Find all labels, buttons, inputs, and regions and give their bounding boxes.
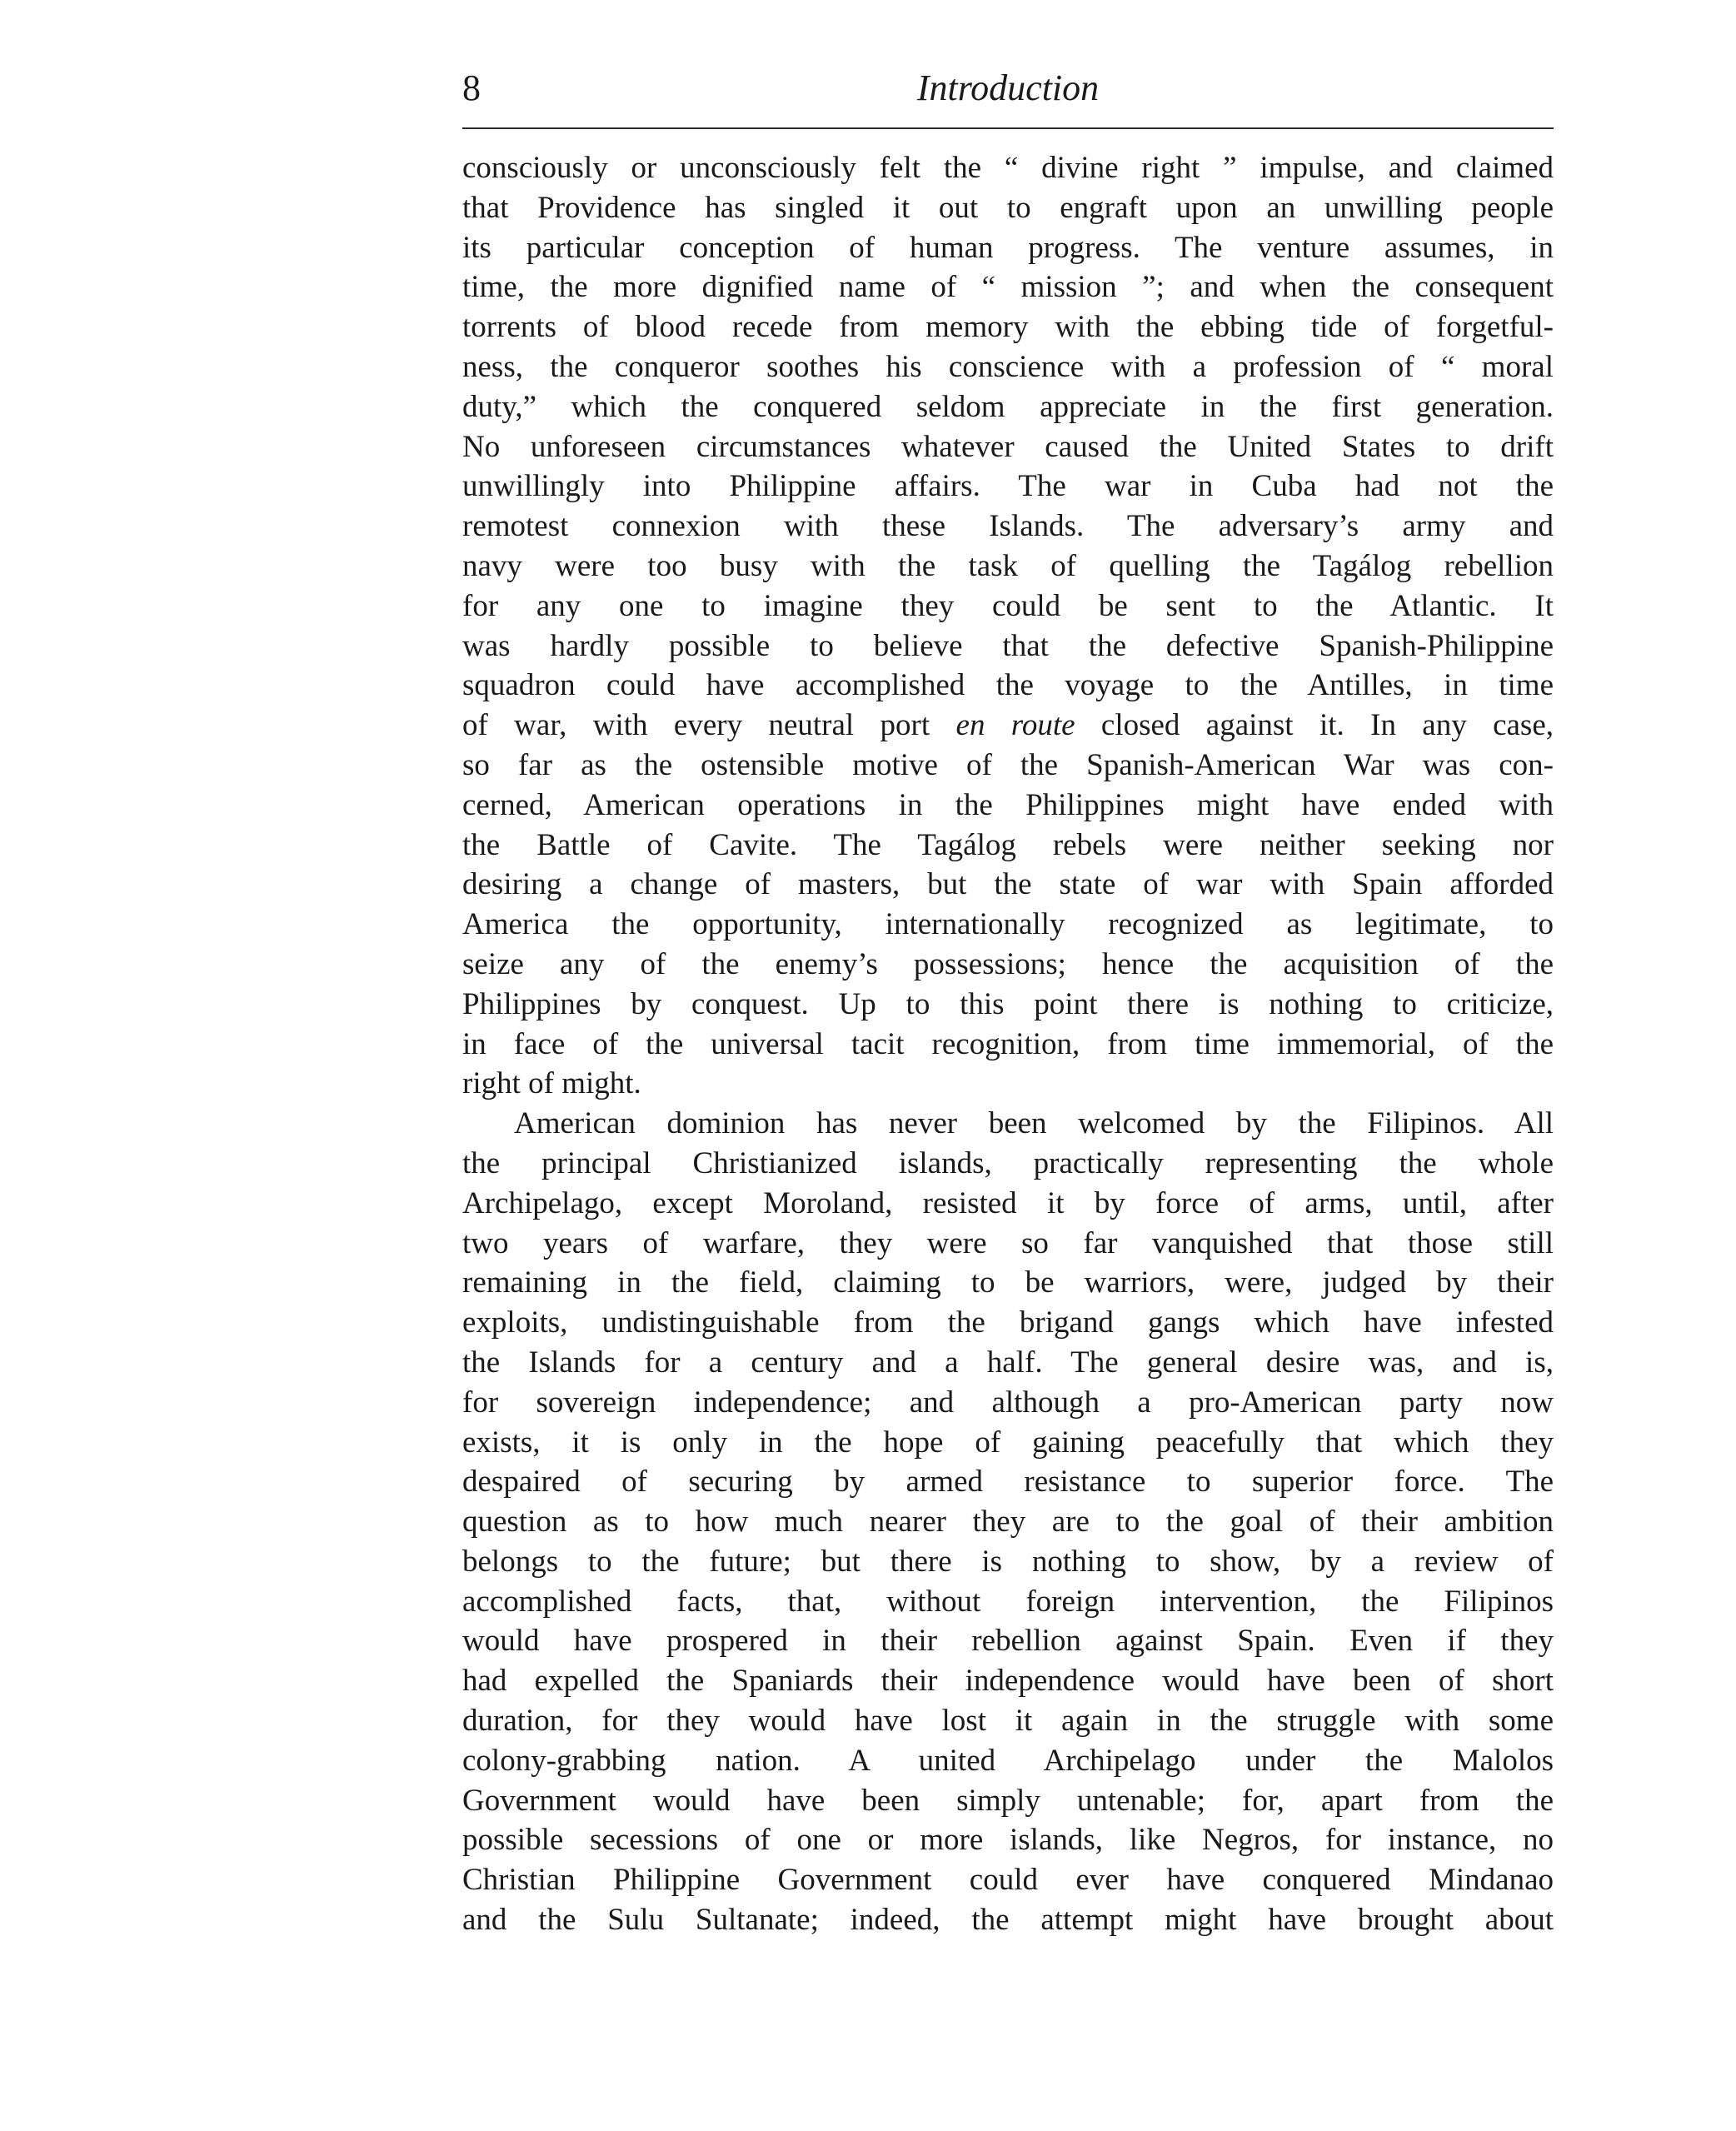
text-line: possible secessions of one or more islands, like Negros, for instance, no — [462, 1823, 1554, 1858]
text-line: remotest connexion with these Islands. The adversary’s army and — [462, 509, 1554, 544]
text-line: navy were too busy with the task of quelling the Tagálog rebellion — [462, 548, 1554, 583]
text-line: torrents of blood recede from memory with the ebbing tide of forgetful- — [462, 310, 1554, 345]
text-line: in face of the universal tacit recognition, from time immemorial, of the — [462, 1026, 1554, 1061]
text-line: unwillingly into Philippine affairs. The war in Cuba had not the — [462, 469, 1554, 504]
text-line: despaired of securing by armed resistance to superior force. The — [462, 1465, 1554, 1500]
text-line: duty,” which the conquered seldom appreciate in the first generation. — [462, 389, 1554, 424]
text-line: the principal Christianized islands, practically representing the whole — [462, 1145, 1554, 1180]
text-line: Government would have been simply untenable; for, apart from the — [462, 1783, 1554, 1818]
text-line: time, the more dignified name of “ mission ”; and when the consequent — [462, 270, 1554, 305]
text-line: question as to how much nearer they are to the goal of their ambition — [462, 1505, 1554, 1540]
text-segment: closed against it. In any case, — [1075, 708, 1554, 743]
text-line: two years of warfare, they were so far vanquished that those still — [462, 1225, 1554, 1260]
text-line: remaining in the field, claiming to be warriors, were, judged by their — [462, 1265, 1554, 1300]
text-line: so far as the ostensible motive of the Spanish-American War was con- — [462, 747, 1554, 782]
text-line: accomplished facts, that, without foreign intervention, the Filipinos — [462, 1584, 1554, 1619]
text-line: seize any of the enemy’s possessions; hence the acquisition of the — [462, 946, 1554, 981]
page-header — [462, 65, 1554, 123]
text-line: had expelled the Spaniards their independence would have been of short — [462, 1664, 1554, 1699]
text-line: America the opportunity, internationally recognized as legitimate, to — [462, 907, 1554, 942]
text-line: consciously or unconsciously felt the “ divine right ” impulse, and claimed — [462, 151, 1554, 185]
text-line: No unforeseen circumstances whatever caused the United States to drift — [462, 429, 1554, 464]
header-rule — [462, 127, 1554, 129]
text-line: squadron could have accomplished the voyage to the Antilles, in time — [462, 668, 1554, 703]
text-line-with-italic — [462, 706, 1554, 746]
running-title: Introduction — [916, 67, 1100, 108]
paragraph-start-line: American dominion has never been welcomed by the Filipinos. All — [514, 1106, 1554, 1141]
text-line: its particular conception of human progress. The venture assumes, in — [462, 230, 1554, 265]
page-number: 8 — [462, 67, 481, 108]
text-line: the Battle of Cavite. The Tagálog rebels were neither seeking nor — [462, 827, 1554, 862]
text-line: Archipelago, except Moroland, resisted it by force of arms, until, after — [462, 1185, 1554, 1220]
text-line: Philippines by conquest. Up to this point there is nothing to criticize, — [462, 986, 1554, 1021]
text-line: would have prospered in their rebellion against Spain. Even if they — [462, 1624, 1554, 1659]
text-line: was hardly possible to believe that the defective Spanish-Philippine — [462, 628, 1554, 663]
text-line: for sovereign independence; and although a pro-American party now — [462, 1385, 1554, 1420]
text-line: that Providence has singled it out to engraft upon an unwilling people — [462, 190, 1554, 225]
text-line: for any one to imagine they could be sent to the Atlantic. It — [462, 588, 1554, 623]
italic-phrase: en route — [955, 708, 1075, 743]
text-line: exploits, undistinguishable from the brigand gangs which have infested — [462, 1305, 1554, 1340]
text-line: desiring a change of masters, but the state of war with Spain afforded — [462, 867, 1554, 902]
text-line: and the Sulu Sultanate; indeed, the attempt might have brought about — [462, 1903, 1554, 1938]
paragraph-end-line: right of might. — [462, 1066, 641, 1101]
text-line: cerned, American operations in the Philippines might have ended with — [462, 787, 1554, 822]
text-line: duration, for they would have lost it again in the struggle with some — [462, 1704, 1554, 1739]
text-line: Christian Philippine Government could ever have conquered Mindanao — [462, 1863, 1554, 1898]
text-segment: of war, with every neutral port — [462, 708, 956, 743]
text-line: exists, it is only in the hope of gaining peacefully that which they — [462, 1425, 1554, 1460]
text-line: the Islands for a century and a half. The general desire was, and is, — [462, 1345, 1554, 1380]
text-line: ness, the conqueror soothes his conscience with a profession of “ moral — [462, 349, 1554, 384]
body-text — [462, 148, 1554, 1940]
text-line: belongs to the future; but there is nothing to show, by a review of — [462, 1544, 1554, 1579]
text-line: colony-grabbing nation. A united Archipelago under the Malolos — [462, 1743, 1554, 1778]
